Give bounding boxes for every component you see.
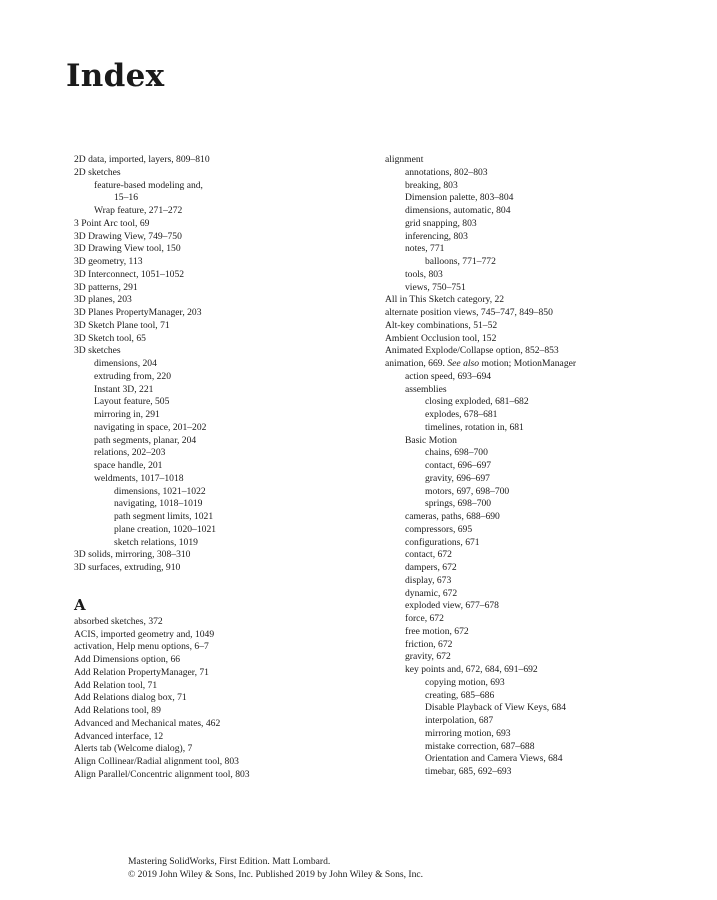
index-entry-text: balloons, 771–772: [425, 256, 496, 267]
index-entry: [385, 294, 705, 307]
index-entry-text: views, 750–751: [405, 281, 466, 293]
index-entry: [385, 345, 705, 358]
index-entry-text: cameras, paths, 688–690: [405, 511, 500, 522]
index-entry-text: dimensions, 1021–1022: [114, 485, 206, 497]
index-entry-text: 15–16: [114, 192, 138, 204]
index-entry-text: 3D Drawing View tool, 150: [74, 243, 181, 255]
index-entry: [385, 371, 705, 384]
index-entry: [74, 333, 374, 346]
index-entry: [74, 524, 374, 537]
index-entry-text: motors, 697, 698–700: [425, 485, 510, 497]
index-entry: [385, 524, 705, 537]
index-entry-text: springs, 698–700: [425, 498, 492, 510]
index-entry-text: display, 673: [405, 574, 452, 586]
index-entry: [385, 422, 705, 435]
index-entry: [385, 600, 705, 613]
index-entry: [385, 588, 705, 601]
index-entry: [74, 180, 374, 193]
index-entry-text: plane creation, 1020–1021: [114, 523, 217, 535]
index-entry: [385, 690, 705, 703]
index-entry-text: explodes, 678–681: [425, 409, 498, 420]
index-entry-text: 2D sketches: [74, 166, 121, 178]
index-entry-text: Animated Explode/Collapse option, 852–853: [385, 345, 559, 357]
index-entry-text: dimensions, 204: [94, 358, 157, 369]
index-entry-text: dampers, 672: [405, 562, 457, 573]
index-entry-text: absorbed sketches, 372: [74, 615, 163, 627]
index-entry-text: timebar, 685, 692–693: [425, 766, 512, 777]
index-entry-text: mirroring in, 291: [94, 409, 160, 420]
index-entry-text: Align Parallel/Concentric alignment tool, 803: [74, 768, 250, 780]
index-entry: [385, 664, 705, 677]
index-entry: [74, 167, 374, 180]
index-entry: [385, 282, 705, 295]
index-entry-text: gravity, 672: [405, 651, 451, 663]
index-entry-text: 2D data, imported, layers, 809–810: [74, 154, 210, 165]
index-entry-text: 3 Point Arc tool, 69: [74, 217, 150, 229]
index-entry: [74, 396, 374, 409]
see-also-reference: See also: [447, 358, 480, 369]
index-entry: [385, 498, 705, 511]
index-entry: [74, 218, 374, 231]
index-entry: [74, 422, 374, 435]
index-entry-text: path segment limits, 1021: [114, 511, 214, 522]
index-entry-text: 3D surfaces, extruding, 910: [74, 562, 181, 573]
index-entry-text: interpolation, 687: [425, 715, 494, 726]
index-entry-text: mirroring motion, 693: [425, 727, 511, 739]
index-entry: [74, 435, 374, 448]
index-entry-text: exploded view, 677–678: [405, 600, 499, 612]
index-entry: [385, 180, 705, 193]
index-entry-text: timelines, rotation in, 681: [425, 421, 524, 433]
index-entry-text: feature-based modeling and,: [94, 179, 203, 191]
index-entry-text: 3D Interconnect, 1051–1052: [74, 268, 185, 280]
index-entry: [74, 511, 374, 524]
index-entry-text: Alt-key combinations, 51–52: [385, 319, 498, 331]
index-column-left: [74, 154, 374, 782]
index-entry: [74, 498, 374, 511]
index-entry-list-a-continued: [385, 154, 705, 779]
index-entry: [385, 575, 705, 588]
index-entry-text: Disable Playback of View Keys, 684: [425, 702, 566, 714]
index-entry-text: inferencing, 803: [405, 230, 468, 242]
index-entry: [74, 629, 374, 642]
index-entry: [385, 651, 705, 664]
index-entry: [385, 537, 705, 550]
page-title: Index: [66, 58, 165, 94]
index-column-right: [385, 154, 705, 779]
index-entry: [74, 743, 374, 756]
footer-copyright: © 2019 John Wiley & Sons, Inc. Published 2019 by John Wiley & Sons, Inc.: [128, 869, 424, 880]
index-entry-text: weldments, 1017–1018: [94, 472, 184, 484]
index-entry: [74, 562, 374, 575]
index-entry-text: contact, 696–697: [425, 460, 492, 471]
index-entry-text: 3D Drawing View, 749–750: [74, 230, 182, 242]
index-entry-text: compressors, 695: [405, 523, 473, 535]
index-entry-text: configurations, 671: [405, 536, 480, 548]
index-entry-text: Add Relation PropertyManager, 71: [74, 666, 209, 678]
index-entry-text: 3D patterns, 291: [74, 281, 138, 293]
index-entry: [74, 680, 374, 693]
index-entry-text: 3D planes, 203: [74, 294, 132, 306]
index-entry-text: closing exploded, 681–682: [425, 396, 529, 408]
index-entry-text: Wrap feature, 271–272: [94, 205, 183, 216]
index-entry: [74, 447, 374, 460]
index-entry-text: contact, 672: [405, 549, 452, 561]
index-entry: [385, 167, 705, 180]
index-entry: [74, 486, 374, 499]
index-entry: [74, 371, 374, 384]
index-entry: [385, 384, 705, 397]
index-entry: [74, 756, 374, 769]
index-entry: [74, 320, 374, 333]
index-entry: [385, 639, 705, 652]
index-entry: [385, 396, 705, 409]
index-entry: [74, 256, 374, 269]
index-entry-text: Alerts tab (Welcome dialog), 7: [74, 743, 193, 755]
index-entry-text: chains, 698–700: [425, 447, 488, 459]
index-entry-list-numeric: [74, 154, 374, 575]
index-entry: [385, 205, 705, 218]
index-entry-text: Advanced interface, 12: [74, 730, 164, 742]
index-entry: [385, 218, 705, 231]
index-entry: [385, 728, 705, 741]
index-entry-text: alignment: [385, 154, 424, 165]
index-entry: [74, 154, 374, 167]
index-entry-text: path segments, planar, 204: [94, 434, 197, 446]
index-entry: [385, 192, 705, 205]
index-entry-text: mistake correction, 687–688: [425, 740, 535, 752]
index-entry-text: tools, 803: [405, 268, 443, 280]
index-entry-text: navigating in space, 201–202: [94, 421, 207, 433]
index-entry-text: 3D sketches: [74, 345, 121, 357]
index-entry: [385, 626, 705, 639]
index-entry: [385, 753, 705, 766]
index-entry-text: dimensions, automatic, 804: [405, 205, 511, 216]
index-entry: [74, 460, 374, 473]
index-entry-text: annotations, 802–803: [405, 166, 488, 178]
index-entry: [385, 473, 705, 486]
see-also-targets: motion; MotionManager: [479, 358, 577, 369]
index-entry: [74, 409, 374, 422]
index-entry: [74, 282, 374, 295]
index-entry: [385, 256, 705, 269]
index-entry: [74, 307, 374, 320]
index-entry: [385, 702, 705, 715]
index-entry-text: Add Relations dialog box, 71: [74, 692, 187, 704]
index-entry: [74, 616, 374, 629]
index-entry: [74, 345, 374, 358]
index-entry-text: Instant 3D, 221: [94, 383, 154, 395]
index-entry-text: grid snapping, 803: [405, 217, 477, 229]
index-entry: [385, 486, 705, 499]
index-entry: [74, 358, 374, 371]
index-entry: [74, 192, 374, 205]
index-entry: [74, 654, 374, 667]
index-entry: [385, 613, 705, 626]
index-entry: [74, 384, 374, 397]
index-entry-text: assemblies: [405, 383, 447, 395]
index-entry-text: notes, 771: [405, 243, 445, 255]
index-entry-text: Advanced and Mechanical mates, 462: [74, 717, 221, 729]
index-entry: [74, 718, 374, 731]
index-entry-list-a: [74, 616, 374, 782]
index-entry: [385, 677, 705, 690]
index-entry-text: dynamic, 672: [405, 587, 458, 599]
index-entry: [385, 333, 705, 346]
index-entry: [385, 562, 705, 575]
index-entry: [385, 511, 705, 524]
footer-book-credit: Mastering SolidWorks, First Edition. Matt Lombard.: [128, 856, 331, 867]
index-entry: [74, 667, 374, 680]
index-entry-text: alternate position views, 745–747, 849–850: [385, 307, 553, 318]
index-entry: [385, 435, 705, 448]
index-entry: [74, 473, 374, 486]
index-entry: [74, 705, 374, 718]
index-entry: [74, 537, 374, 550]
index-entry-text: Add Relations tool, 89: [74, 705, 161, 716]
index-entry: [385, 409, 705, 422]
index-entry: [385, 231, 705, 244]
index-entry: [385, 447, 705, 460]
index-entry: [385, 358, 705, 371]
index-entry-text: Orientation and Camera Views, 684: [425, 753, 563, 765]
index-entry-text: 3D Planes PropertyManager, 203: [74, 307, 202, 318]
index-entry: [74, 549, 374, 562]
index-entry-text: Dimension palette, 803–804: [405, 192, 514, 204]
index-entry-text: free motion, 672: [405, 625, 469, 637]
index-entry: [74, 243, 374, 256]
index-entry-text: friction, 672: [405, 638, 453, 650]
index-entry-text: extruding from, 220: [94, 370, 172, 382]
index-entry: [74, 231, 374, 244]
index-entry: [74, 269, 374, 282]
index-entry-text: sketch relations, 1019: [114, 536, 198, 548]
index-entry-text: 3D solids, mirroring, 308–310: [74, 549, 191, 561]
index-entry: [385, 741, 705, 754]
index-entry-text: space handle, 201: [94, 460, 163, 471]
index-entry-text: 3D Sketch tool, 65: [74, 332, 146, 344]
index-entry: [74, 641, 374, 654]
index-entry-text: creating, 685–686: [425, 689, 495, 701]
index-entry: [385, 715, 705, 728]
index-entry: [385, 243, 705, 256]
index-entry-text: action speed, 693–694: [405, 370, 492, 382]
index-entry: [74, 294, 374, 307]
index-entry-text: Basic Motion: [405, 434, 457, 446]
index-entry: [385, 154, 705, 167]
index-entry: [385, 320, 705, 333]
index-entry: [74, 731, 374, 744]
copyright-footer: [128, 855, 423, 881]
index-entry-text: gravity, 696–697: [425, 472, 490, 484]
index-entry-text: Add Dimensions option, 66: [74, 654, 181, 665]
index-entry-text: ACIS, imported geometry and, 1049: [74, 628, 215, 640]
index-entry-text: copying motion, 693: [425, 676, 505, 688]
index-entry-text: Align Collinear/Radial alignment tool, 803: [74, 756, 239, 767]
index-entry: [74, 692, 374, 705]
index-entry-text: 3D Sketch Plane tool, 71: [74, 319, 170, 331]
index-entry-text: key points and, 672, 684, 691–692: [405, 664, 538, 675]
index-entry: [385, 766, 705, 779]
index-entry: [385, 307, 705, 320]
index-entry-text: relations, 202–203: [94, 447, 166, 459]
index-entry: [385, 269, 705, 282]
index-entry-text: navigating, 1018–1019: [114, 498, 203, 510]
index-entry-text: Ambient Occlusion tool, 152: [385, 332, 497, 344]
index-entry-text: breaking, 803: [405, 179, 458, 191]
index-entry: [74, 205, 374, 218]
index-entry-text: All in This Sketch category, 22: [385, 294, 505, 306]
index-entry: [74, 769, 374, 782]
index-entry-text: force, 672: [405, 613, 444, 624]
index-entry-text: Layout feature, 505: [94, 396, 170, 408]
index-entry-text: animation, 669.: [385, 358, 445, 369]
index-entry-text: 3D geometry, 113: [74, 256, 143, 267]
index-entry-text: activation, Help menu options, 6–7: [74, 641, 209, 653]
index-entry: [385, 460, 705, 473]
index-entry-text: Add Relation tool, 71: [74, 679, 158, 691]
section-letter-a: A: [74, 595, 86, 614]
index-entry: [385, 549, 705, 562]
